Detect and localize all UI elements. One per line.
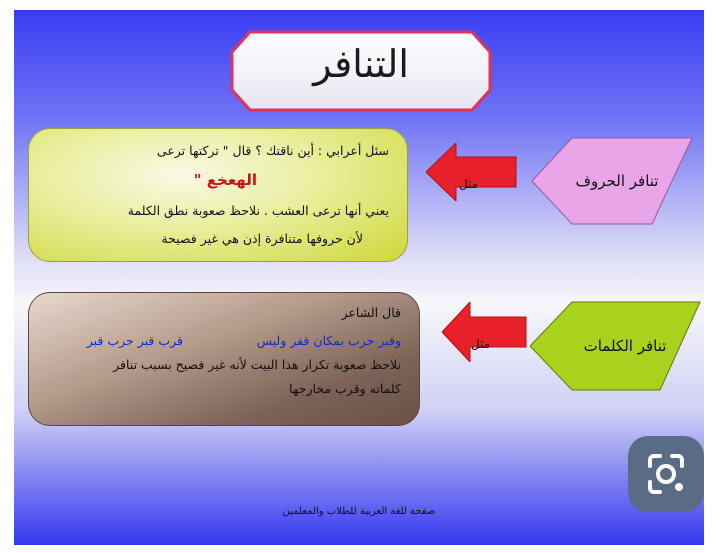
card-line: لأن حروفها متنافرة إذن هي غير فصيحة [161,231,363,246]
card-line: نلاحظ صعوبة تكرار هذا البيت لأنه غير فصيح بسبب تنافر [113,357,401,372]
card-line: سئل أعرابي : أين ناقتك ؟ قال " تركتها ترعى [156,143,389,158]
card-line: قال الشاعر [341,305,401,320]
google-lens-icon [628,436,704,512]
arrow-left-icon [442,302,528,362]
card-line: يعني أنها ترعى العشب . نلاحظ صعوبة نطق الكلمة [127,203,389,218]
card-verse-part: وقبر حرب بمكان قفر وليس [256,333,401,348]
card-highlight-word: الهعخع " [193,171,257,189]
card-line: كلماته وقرب مخارجها [289,381,401,396]
title-banner [230,30,492,112]
concept-label-words: تنافر الكلمات [583,337,667,355]
example-card-letters [28,128,408,262]
card-verse-part: قرب قبر حرب قبر [86,333,183,348]
concept-label-letters: تنافر الحروف [575,172,659,190]
arrow-left-icon [426,143,518,201]
example-card-words [28,292,420,426]
footer-caption: صفحة للغة العربية للطلاب والمعلمين [282,506,436,517]
arrow-label: مثل [459,177,479,191]
page-title: التنافر [313,42,409,86]
slide [14,10,704,545]
arrow-label: مثل [471,337,491,351]
lens-button[interactable] [628,436,704,512]
